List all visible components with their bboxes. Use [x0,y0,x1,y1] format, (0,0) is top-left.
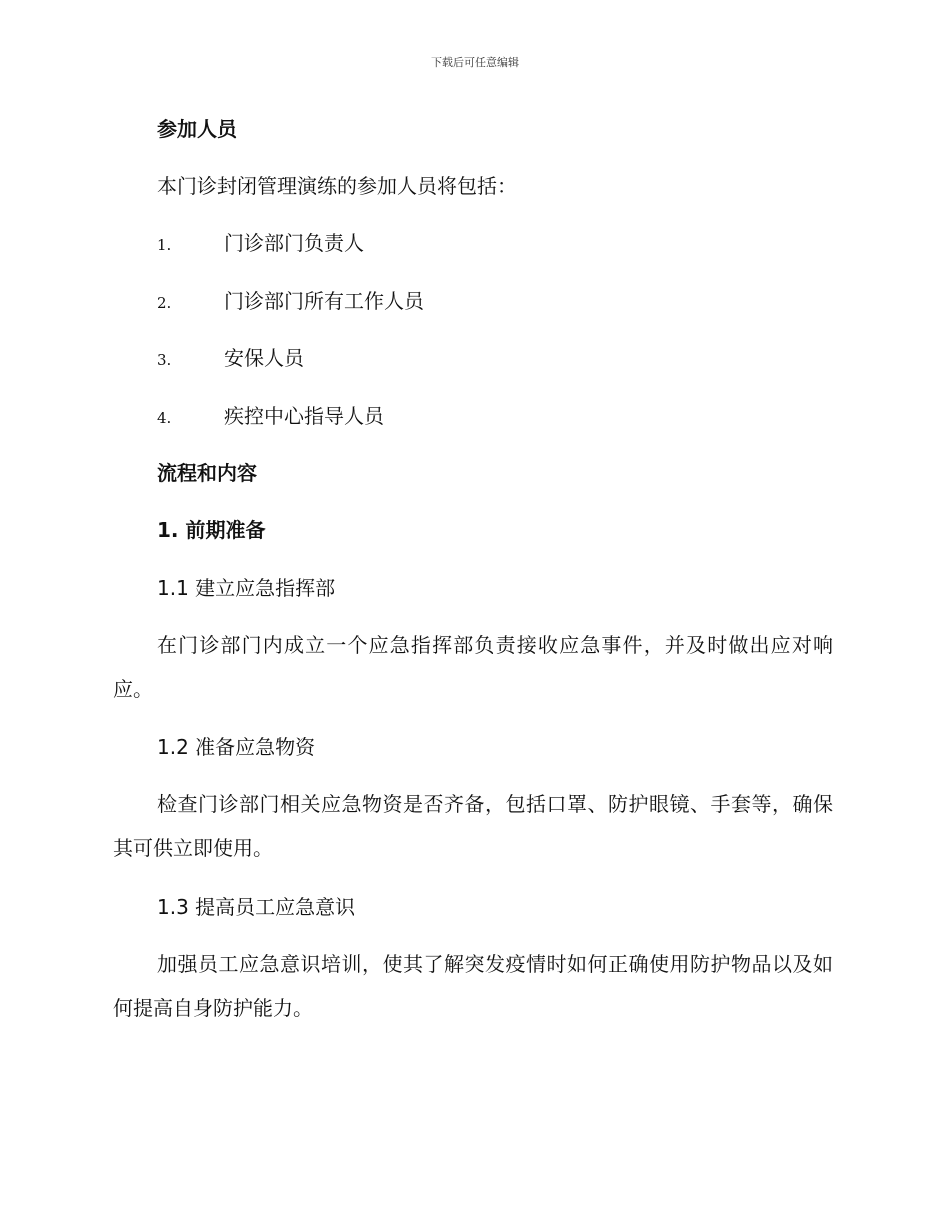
subsection-1-1-body: 在门诊部门内成立一个应急指挥部负责接收应急事件，并及时做出应对响应。 [113,633,833,701]
list-item [0,346,950,370]
section-1-heading: 1. 前期准备 [157,518,266,542]
list-number: 1. [157,236,172,254]
list-text: 疾控中心指导人员 [224,404,384,428]
process-heading: 流程和内容 [157,461,257,485]
list-item [0,404,950,428]
subsection-1-3-body: 加强员工应急意识培训，使其了解突发疫情时如何正确使用防护物品以及如何提高自身防护能力。 [113,952,833,1020]
list-text: 安保人员 [224,346,304,370]
list-number: 3. [157,351,172,369]
subsection-1-2-body: 检查门诊部门相关应急物资是否齐备，包括口罩、防护眼镜、手套等，确保其可供立即使用。 [113,792,833,860]
subsection-1-3-title: 1.3 提高员工应急意识 [157,895,356,919]
participants-intro: 本门诊封闭管理演练的参加人员将包括： [157,174,517,198]
list-item [0,289,950,313]
participants-heading: 参加人员 [157,117,237,141]
list-number: 4. [157,409,172,427]
list-item [0,231,950,255]
subsection-1-1-title: 1.1 建立应急指挥部 [157,576,336,600]
list-text: 门诊部门所有工作人员 [224,289,424,313]
subsection-1-2-title: 1.2 准备应急物资 [157,735,316,759]
list-number: 2. [157,294,172,312]
header-note: 下载后可任意编辑 [431,56,519,69]
list-text: 门诊部门负责人 [224,231,364,255]
